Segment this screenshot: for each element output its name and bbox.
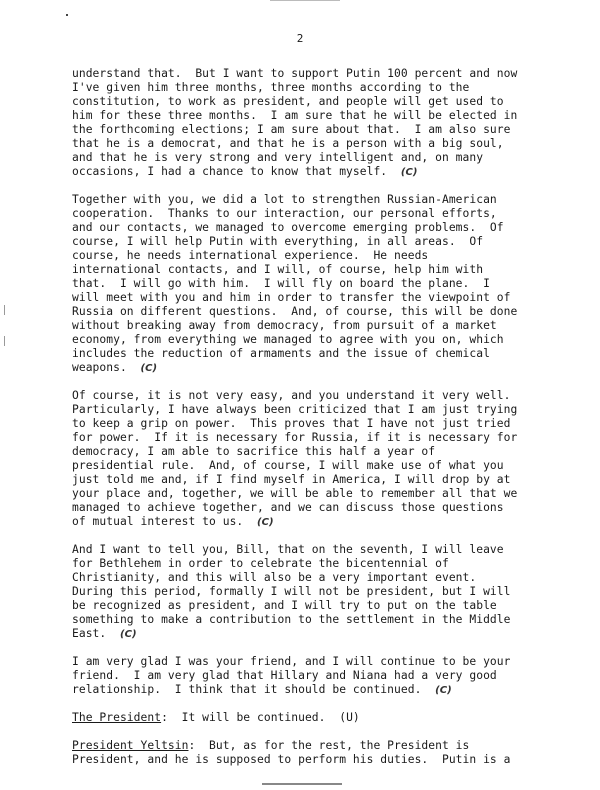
text-line: course, I will help Putin with everything, in all areas. Of (72, 235, 484, 248)
text-line: President, and he is supposed to perform his duties. Putin is a (72, 753, 511, 766)
text-line: constitution, to work as president, and people will get used to (72, 95, 504, 108)
scan-artifact (66, 14, 68, 16)
text-line: your place and, together, we will be able to remember all that we (72, 487, 518, 500)
text-line: democracy, I am able to sacrifice this half a year of (72, 445, 436, 458)
text-line: Together with you, we did a lot to strengthen Russian-American (72, 193, 497, 206)
scan-artifact (270, 0, 340, 1)
text-line: something to make a contribution to the settlement in the Middle (72, 613, 511, 626)
text-line: Of course, it is not very easy, and you understand it very well. (72, 389, 511, 402)
text-line: And I want to tell you, Bill, that on the seventh, I will leave (72, 543, 504, 556)
text-line: course, he needs international experience. He needs (72, 249, 429, 262)
text-line: understand that. But I want to support Putin 100 percent and now (72, 67, 518, 80)
text-line: Particularly, I have always been criticized that I am just trying (72, 403, 518, 416)
text-line: just told me and, if I find myself in America, I will drop by at (72, 473, 511, 486)
speech-text: : But, as for the rest, the President is (188, 739, 470, 752)
text-line: includes the reduction of armaments and the issue of chemical (72, 347, 490, 360)
text-line: for Bethlehem in order to celebrate the bicentennial of (72, 557, 449, 570)
text-line: international contacts, and I will, of course, help him with (72, 263, 484, 276)
text-line: be recognized as president, and I will try to put on the table (72, 599, 497, 612)
classification-mark: (C) (435, 685, 452, 696)
yeltsin-line (72, 739, 572, 753)
page-number: 2 (296, 32, 304, 45)
text-line: the forthcoming elections; I am sure about that. I am also sure (72, 123, 511, 136)
scan-artifact (4, 305, 5, 315)
scan-artifact (4, 336, 5, 346)
speaker-name: President Yeltsin (72, 739, 189, 752)
paragraph (72, 389, 572, 529)
text-line: Christianity, and this will also be a very important event. (72, 571, 477, 584)
text-line: I am very glad I was your friend, and I will continue to be your (72, 655, 511, 668)
text-line: friend. I am very glad that Hillary and Niana had a very good (72, 669, 497, 682)
text-line: and our contacts, we managed to overcome emerging problems. Of (72, 221, 504, 234)
text-line: that. I will go with him. I will fly on board the plane. I (72, 277, 490, 290)
text-line: managed to achieve together, and we can discuss those questions (72, 501, 504, 514)
text-line: will meet with you and him in order to transfer the viewpoint of (72, 291, 511, 304)
text-line: that he is a democrat, and that he is a person with a big soul, (72, 137, 504, 150)
text-line: East. (72, 627, 120, 640)
paragraph (72, 543, 572, 641)
text-line: presidential rule. And, of course, I will make use of what you (72, 459, 504, 472)
paragraph (72, 655, 572, 697)
classification-mark: (C) (257, 517, 274, 528)
president-line (72, 711, 572, 725)
text-line: of mutual interest to us. (72, 515, 257, 528)
scan-artifact (262, 783, 342, 785)
classification-mark: (C) (400, 167, 418, 178)
paragraph (72, 193, 572, 375)
paragraph (72, 67, 572, 179)
text-line: During this period, formally I will not be president, but I will (72, 585, 511, 598)
text-line: weapons. (72, 361, 141, 374)
speaker-name: The President (72, 711, 162, 724)
text-line: and that he is very strong and very intelligent and, on many (72, 151, 484, 164)
transcript-body (72, 67, 572, 767)
text-line: for power. If it is necessary for Russia, if it is necessary for (72, 431, 518, 444)
text-line: him for these three months. I am sure that he will be elected in (72, 109, 518, 122)
text-line: without breaking away from democracy, from pursuit of a market (72, 319, 497, 332)
text-line: cooperation. Thanks to our interaction, our personal efforts, (72, 207, 497, 220)
text-line: economy, from everything we managed to agree with you on, which (72, 333, 504, 346)
speech-text: : It will be continued. (U) (161, 711, 360, 724)
text-line: relationship. I think that it should be continued. (72, 683, 436, 696)
classification-mark: (C) (119, 629, 137, 640)
text-line: occasions, I had a chance to know that myself. (72, 165, 401, 178)
text-line: I've given him three months, three months according to the (72, 81, 470, 94)
text-line: to keep a grip on power. This proves that I have not just tried (72, 417, 511, 430)
classification-mark: (C) (140, 363, 158, 374)
text-line: Russia on different questions. And, of course, this will be done (72, 305, 518, 318)
